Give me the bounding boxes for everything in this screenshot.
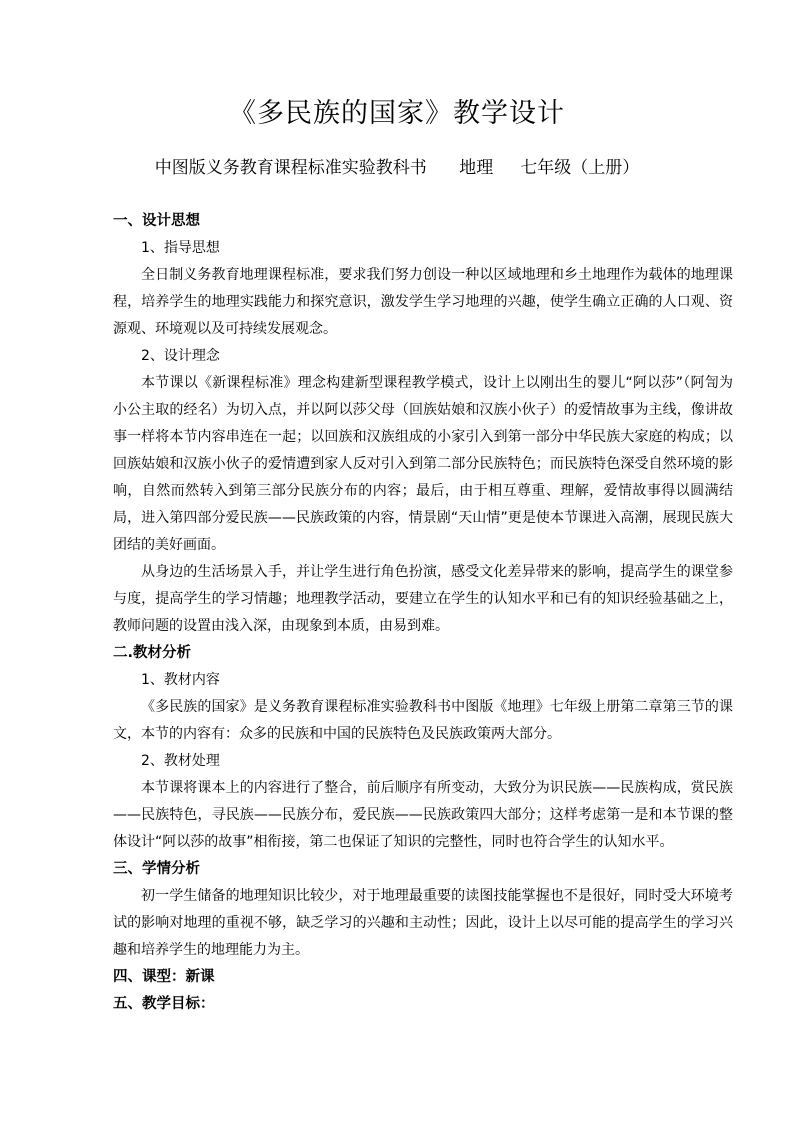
paragraph-textbook-content: 《多民族的国家》是义务教育课程标准实验教科书中图版《地理》七年级上册第二章第三节的课文，本节的内容有：众多的民族和中国的民族特色及民族政策两大部分。	[113, 699, 733, 742]
subheading-guiding-thought: 1、指导思想	[141, 240, 220, 256]
subheading-textbook-content: 1、教材内容	[141, 672, 220, 688]
paragraph-guiding-thought: 全日制义务教育地理课程标准，要求我们努力创设一种以区域地理和乡土地理作为载体的地理课程，培养学生的地理实践能力和探究意识，激发学生学习地理的兴趣，使学生确立正确的人口观、资源观、环境观以及可持续发展观念。	[113, 267, 733, 337]
document-title: 《多民族的国家》教学设计	[229, 98, 565, 129]
section-heading-teaching-objectives: 五、教学目标：	[113, 996, 215, 1012]
paragraph-design-concept: 本节课以《新课程标准》理念构建新型课程教学模式，设计上以刚出生的婴儿“阿以莎”（阿訇为小公主取的经名）为切入点，并以阿以莎父母（回族姑娘和汉族小伙子）的爱情故事为主线，像讲故事一样将本节内容串连在一起；以回族和汉族组成的小家引入到第一部分中华民族大家庭的构成；以回族姑娘和汉族小伙子的爱情遭到家人反对引入到第二部分民族特色；而民族特色深受自然环境的影响，自然而然转入到第三部分民族分布的内容；最后，由于相互尊重、理解，爱情故事得以圆满结局，进入第四部分爱民族——民族政策的内容，情景剧“天山情”更是使本节课进入高潮，展现民族大团结的美好画面。	[113, 375, 733, 553]
subheading-textbook-processing: 2、教材处理	[141, 753, 220, 769]
section-heading-textbook-analysis: 二.教材分析	[113, 645, 192, 661]
document-body	[113, 208, 733, 1018]
paragraph-textbook-processing: 本节课将课本上的内容进行了整合，前后顺序有所变动，大致分为识民族——民族构成，赏民族——民族特色，寻民族——民族分布，爱民族——民族政策四大部分；这样考虑第一是和本节课的整体设计“阿以莎的故事”相衔接，第二也保证了知识的完整性，同时也符合学生的认知水平。	[113, 780, 733, 850]
section-heading-lesson-type: 四、课型：新课	[113, 969, 215, 985]
subheading-design-concept: 2、设计理念	[141, 348, 220, 364]
document-subtitle: 中图版义务教育课程标准实验教科书 地理 七年级（上册）	[154, 158, 640, 178]
section-heading-design-thoughts: 一、设计思想	[113, 213, 200, 229]
paragraph-learner-analysis: 初一学生储备的地理知识比较少，对于地理最重要的读图技能掌握也不是很好，同时受大环境考试的影响对地理的重视不够，缺乏学习的兴趣和主动性；因此，设计上以尽可能的提高学生的学习兴趣和培养学生的地理能力为主。	[113, 888, 733, 958]
section-heading-learner-analysis: 三、学情分析	[113, 861, 200, 877]
paragraph-design-concept-2: 从身边的生活场景入手，并让学生进行角色扮演，感受文化差异带来的影响，提高学生的课堂参与度，提高学生的学习情趣；地理教学活动，要建立在学生的认知水平和已有的知识经验基础之上，教师问题的设置由浅入深，由现象到本质，由易到难。	[113, 564, 733, 634]
